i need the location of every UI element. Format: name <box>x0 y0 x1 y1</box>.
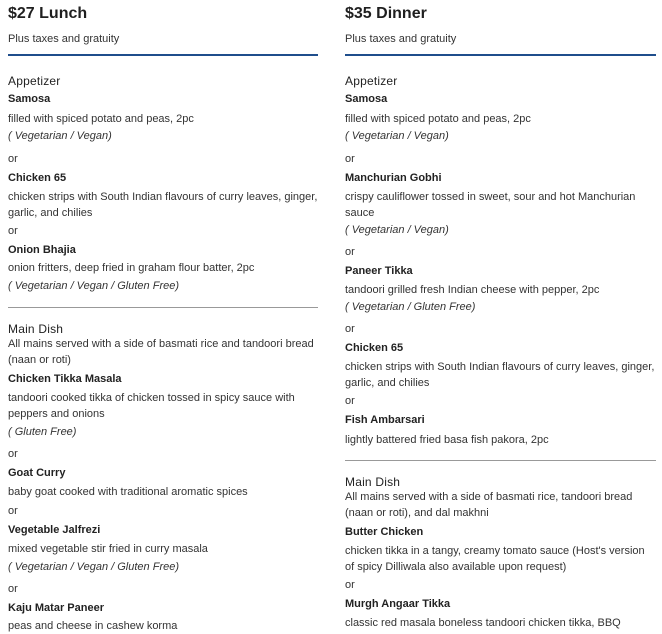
lunch-appetizer-desc: chicken strips with South Indian flavours of curry leaves, ginger, garlic, and chilies <box>8 191 318 219</box>
dinner-subtitle: Plus taxes and gratuity <box>345 33 457 45</box>
dinner-appetizer-diet: ( Vegetarian / Vegan) <box>345 224 449 236</box>
lunch-main-or: or <box>8 448 18 460</box>
dinner-appetizer-name: Samosa <box>345 93 388 105</box>
dinner-appetizer-or: or <box>345 153 355 165</box>
dinner-appetizer-or: or <box>345 246 355 258</box>
dinner-appetizer-or: or <box>345 395 355 407</box>
lunch-main-desc: tandoori cooked tikka of chicken tossed in spicy sauce with peppers and onions <box>8 392 295 420</box>
dinner-main-name: Butter Chicken <box>345 526 424 538</box>
dinner-appetizer-diet: ( Vegetarian / Vegan) <box>345 130 449 142</box>
dinner-main-name: Murgh Angaar Tikka <box>345 598 451 610</box>
dinner-main-heading: Main Dish <box>345 475 401 489</box>
lunch-main-name: Vegetable Jalfrezi <box>8 524 101 536</box>
dinner-appetizer-desc: lightly battered fried basa fish pakora, 2pc <box>345 434 549 446</box>
dinner-main-or: or <box>345 579 355 591</box>
lunch-main-desc: peas and cheese in cashew korma <box>8 620 178 632</box>
lunch-main-or: or <box>8 505 18 517</box>
dinner-main-note: All mains served with a side of basmati rice, tandoori bread (naan or roti), and dal makhni <box>345 491 633 519</box>
lunch-title: $27 Lunch <box>8 5 88 22</box>
lunch-main-desc: baby goat cooked with traditional aromatic spices <box>8 486 248 498</box>
lunch-main-name: Chicken Tikka Masala <box>8 373 122 385</box>
lunch-appetizer-or: or <box>8 153 18 165</box>
dinner-appetizer-diet: ( Vegetarian / Gluten Free) <box>345 301 476 313</box>
dinner-main-desc: classic red masala boneless tandoori chicken tikka, BBQ <box>345 617 621 629</box>
dinner-appetizer-desc: chicken strips with South Indian flavours of curry leaves, ginger, garlic, and chilies <box>345 361 655 389</box>
lunch-appetizer-name: Onion Bhajia <box>8 244 76 256</box>
lunch-appetizer-or: or <box>8 225 18 237</box>
lunch-main-heading: Main Dish <box>8 322 64 336</box>
lunch-appetizer-desc: onion fritters, deep fried in graham flour batter, 2pc <box>8 262 255 274</box>
lunch-main-name: Kaju Matar Paneer <box>8 602 104 614</box>
lunch-appetizer-desc: filled with spiced potato and peas, 2pc <box>8 113 194 125</box>
lunch-main-or: or <box>8 583 18 595</box>
lunch-appetizer-diet: ( Vegetarian / Vegan) <box>8 130 112 142</box>
lunch-appetizer-name: Samosa <box>8 93 51 105</box>
lunch-main-desc: mixed vegetable stir fried in curry masala <box>8 543 208 555</box>
dinner-appetizer-name: Manchurian Gobhi <box>345 172 442 184</box>
dinner-appetizer-desc: crispy cauliflower tossed in sweet, sour and hot Manchurian sauce <box>345 191 636 219</box>
lunch-column <box>8 0 318 634</box>
dinner-appetizer-name: Fish Ambarsari <box>345 414 425 426</box>
lunch-appetizer-heading: Appetizer <box>8 74 61 88</box>
lunch-main-note: All mains served with a side of basmati rice and tandoori bread (naan or roti) <box>8 338 314 366</box>
dinner-title: $35 Dinner <box>345 5 427 22</box>
lunch-appetizer-diet: ( Vegetarian / Vegan / Gluten Free) <box>8 280 179 292</box>
dinner-appetizer-desc: tandoori grilled fresh Indian cheese with pepper, 2pc <box>345 284 600 296</box>
dinner-main-desc: chicken tikka in a tangy, creamy tomato sauce (Host's version of spicy Dilliwala also available upon request) <box>345 545 645 573</box>
lunch-main-diet: ( Gluten Free) <box>8 426 77 438</box>
lunch-subtitle: Plus taxes and gratuity <box>8 33 120 45</box>
dinner-appetizer-name: Paneer Tikka <box>345 265 413 277</box>
lunch-main-diet: ( Vegetarian / Vegan / Gluten Free) <box>8 561 179 573</box>
lunch-main-name: Goat Curry <box>8 467 66 479</box>
dinner-column <box>345 0 656 631</box>
dinner-appetizer-name: Chicken 65 <box>345 342 404 354</box>
dinner-appetizer-heading: Appetizer <box>345 74 398 88</box>
dinner-appetizer-desc: filled with spiced potato and peas, 2pc <box>345 113 531 125</box>
dinner-appetizer-or: or <box>345 323 355 335</box>
lunch-appetizer-name: Chicken 65 <box>8 172 67 184</box>
